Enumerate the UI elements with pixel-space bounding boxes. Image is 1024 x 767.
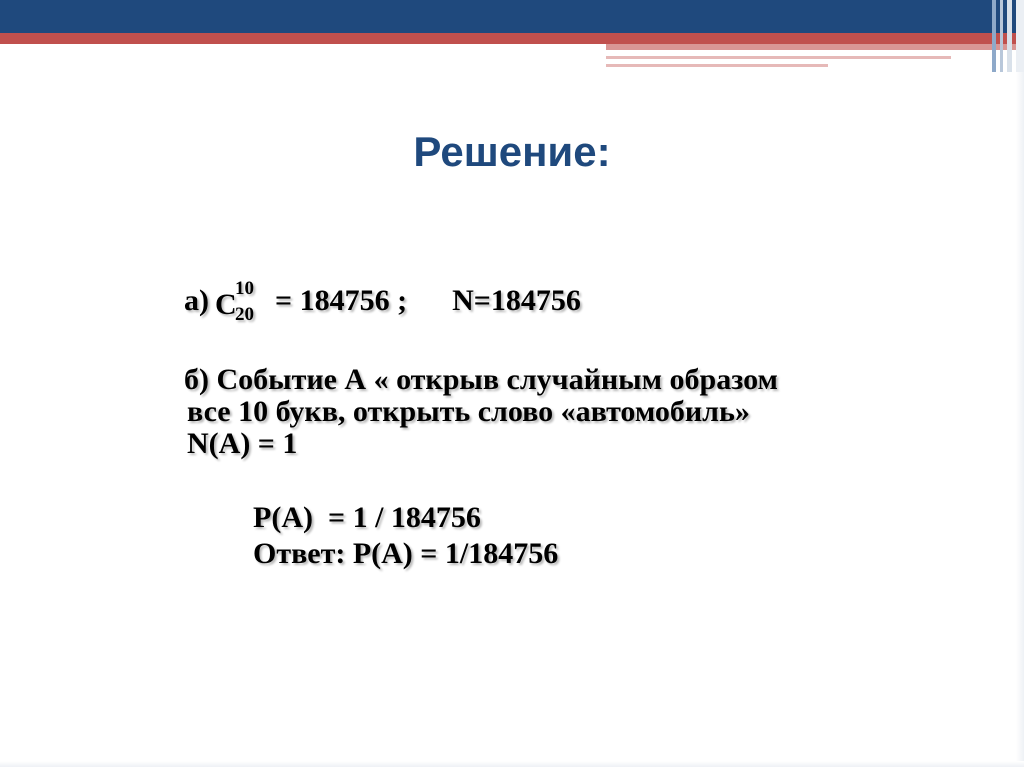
part-a-prefix: а) (184, 284, 209, 317)
bottom-edge-shadow (0, 761, 1024, 767)
slide-title: Решение: (413, 128, 611, 175)
right-stripe-1 (992, 0, 996, 72)
part-b-line-3: N(А) = 1 (187, 427, 298, 460)
right-stripe-2 (1000, 0, 1003, 72)
combination-symbol: C (215, 288, 237, 322)
right-stripe-3 (1007, 0, 1012, 72)
right-stripe-4 (1016, 0, 1024, 72)
top-red-band (0, 33, 1024, 44)
answer-line: Ответ: Р(А) = 1/184756 (253, 537, 559, 570)
top-pink-line-1 (606, 56, 951, 59)
right-edge-shadow (1016, 72, 1024, 767)
part-b-line-2: все 10 букв, открыть слово «автомобиль» (187, 395, 750, 428)
top-pink-line-2 (606, 64, 828, 67)
part-b-line-1: б) Событие А « открыв случайным образом (184, 363, 778, 396)
part-a-line (184, 278, 581, 326)
probability-line: Р(А) = 1 / 184756 (253, 501, 481, 534)
combination-subscript: 20 (235, 304, 254, 326)
combination-formula (215, 278, 269, 326)
part-a-equation: = 184756 ; N=184756 (275, 284, 581, 317)
top-red-lower-band (606, 44, 1024, 50)
combination-superscript: 10 (235, 278, 254, 300)
top-blue-band (0, 0, 1024, 33)
